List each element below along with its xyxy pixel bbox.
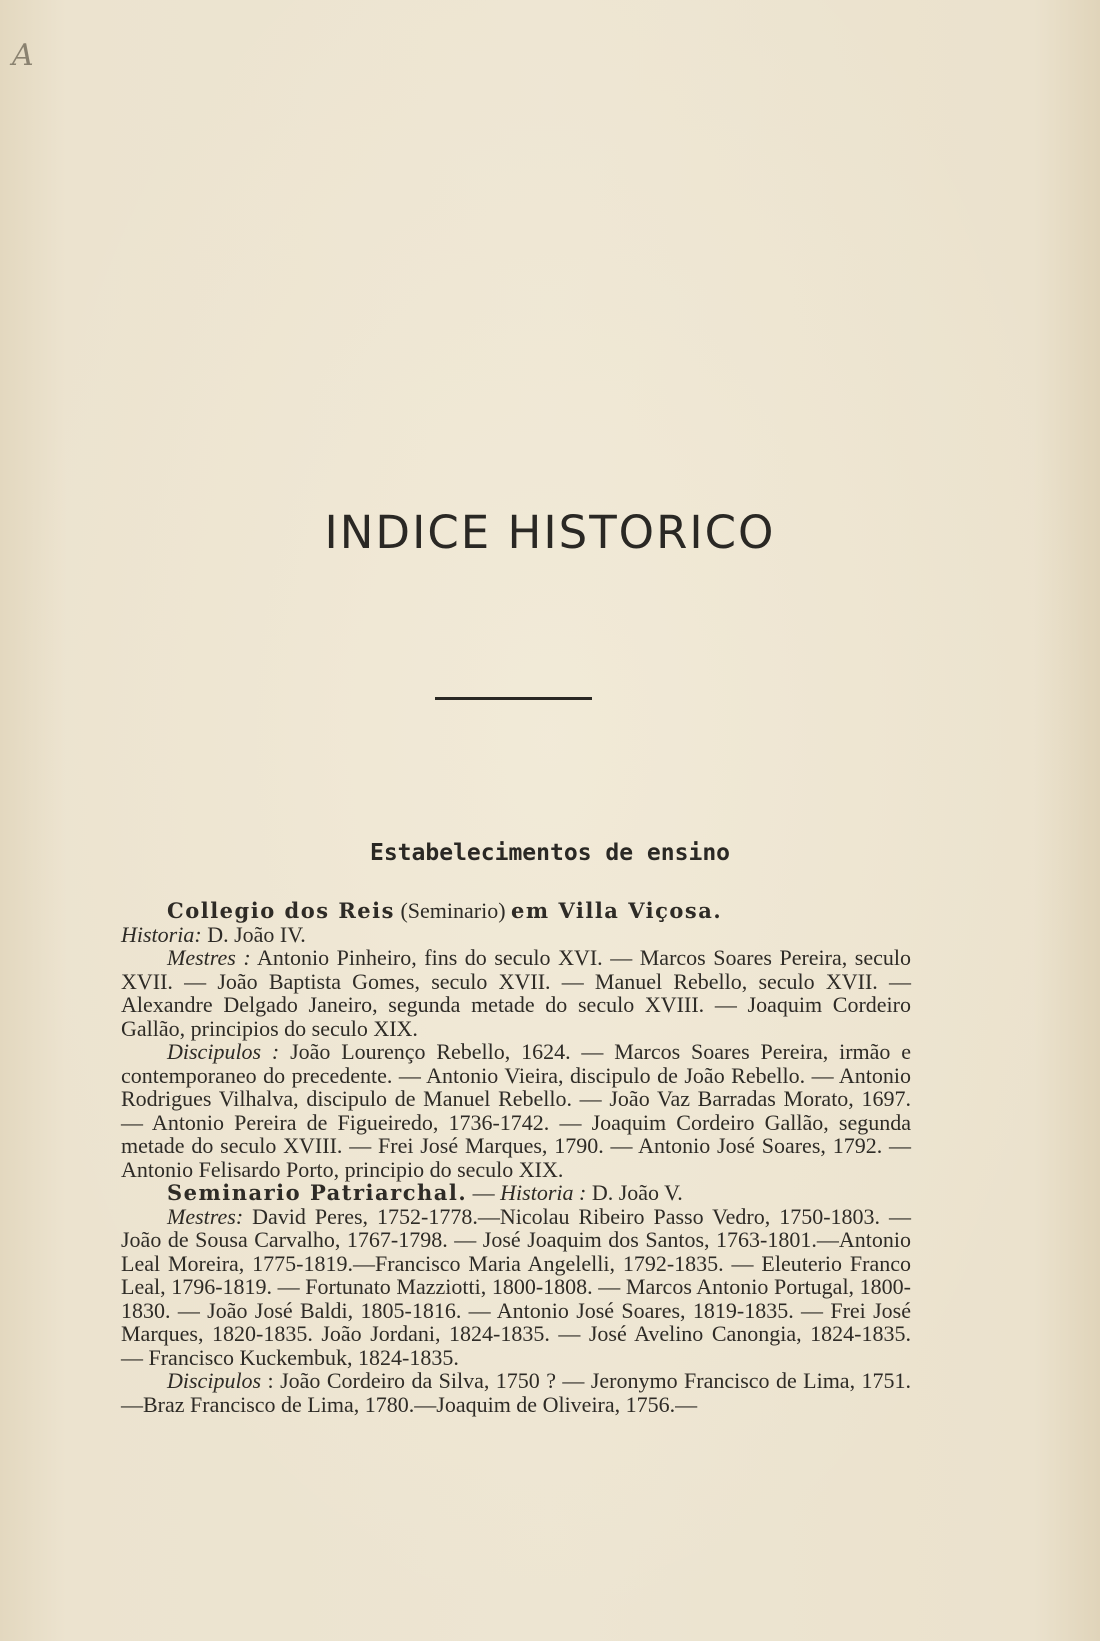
margin-handwritten-mark: A (12, 38, 34, 73)
mestres-paragraph (121, 946, 911, 1040)
entry-heading-normal: (Seminario) (394, 898, 512, 923)
discipulos-text: João Lourenço Rebello, 1624. — Marcos Soares Pereira, irmão e contemporaneo do precedente. — Antonio Vieira, discipulo de João Rebello. — Antonio Rodrigues Vilhalva, discipulo de Manuel Rebello. — João Vaz Barradas Morato, 1697. — Antonio Pereira de Figueiredo, 1736-1742. — Joaquim Cordeiro Gallão, segunda metade do seculo XVIII. — Frei José Marques, 1790. — Antonio José Soares, 1792. — Antonio Felisardo Porto, principio do seculo XIX. (121, 1039, 911, 1182)
entry-heading-bold: em Villa Viçosa. (511, 898, 723, 923)
mestres-paragraph (121, 1205, 911, 1370)
discipulos-text: : João Cordeiro da Silva, 1750 ? — Jeronymo Francisco de Lima, 1751.—Braz Francisco de Lima, 1780.—Joaquim de Oliveira, 1756.— (121, 1368, 911, 1417)
section-heading: Estabelecimentos de ensino (369, 840, 731, 866)
entry-heading-paragraph (121, 899, 911, 923)
mestres-text: David Peres, 1752-1778.—Nicolau Ribeiro Passo Vedro, 1750-1803. — João de Sousa Carvalho, 1767-1798. — José Joaquim dos Santos, 1763-1801.—Antonio Leal Moreira, 1775-1819.—Francisco Maria Angelelli, 1792-1835. — Eleuterio Franco Leal, 1796-1819. — Fortunato Mazziotti, 1800-1808. — Marcos Antonio Portugal, 1800-1830. — João José Baldi, 1805-1816. — Antonio José Soares, 1819-1835. — Frei José Marques, 1820-1835. João Jordani, 1824-1835. — José Avelino Canongia, 1824-1835. — Francisco Kuckembuk, 1824-1835. (121, 1203, 911, 1370)
body-text (121, 899, 911, 1416)
historia-paragraph (121, 923, 911, 947)
title-divider (435, 697, 592, 700)
entry-heading-bold: Seminario Patriarchal. (167, 1180, 468, 1205)
mestres-text: Antonio Pinheiro, fins do seculo XVI. — Marcos Soares Pereira, seculo XVII. — João Baptista Gomes, seculo XVII. — Manuel Rebello, seculo XVII. — Alexandre Delgado Janeiro, segunda metade do seculo XVIII. — Joaquim Cordeiro Gallão, principios do seculo XIX. (121, 945, 911, 1041)
entry-heading-bold: Collegio dos Reis (167, 898, 395, 923)
entry-heading-paragraph: Seminario Patriarchal. — Historia : D. João V. (167, 1180, 683, 1205)
historia-text: D. João V. (586, 1180, 683, 1205)
page-title: INDICE HISTORICO (324, 506, 776, 559)
discipulos-paragraph (121, 1369, 911, 1416)
historia-label: Historia : (500, 1180, 587, 1205)
mestres-label: Mestres : (167, 945, 251, 970)
discipulos-paragraph (121, 1040, 911, 1181)
historia-label: Historia: (121, 921, 202, 947)
historia-text: D. João IV. (201, 921, 306, 947)
mestres-label: Mestres: (167, 1203, 244, 1229)
discipulos-label: Discipulos : (167, 1039, 280, 1064)
discipulos-label: Discipulos (167, 1368, 262, 1393)
